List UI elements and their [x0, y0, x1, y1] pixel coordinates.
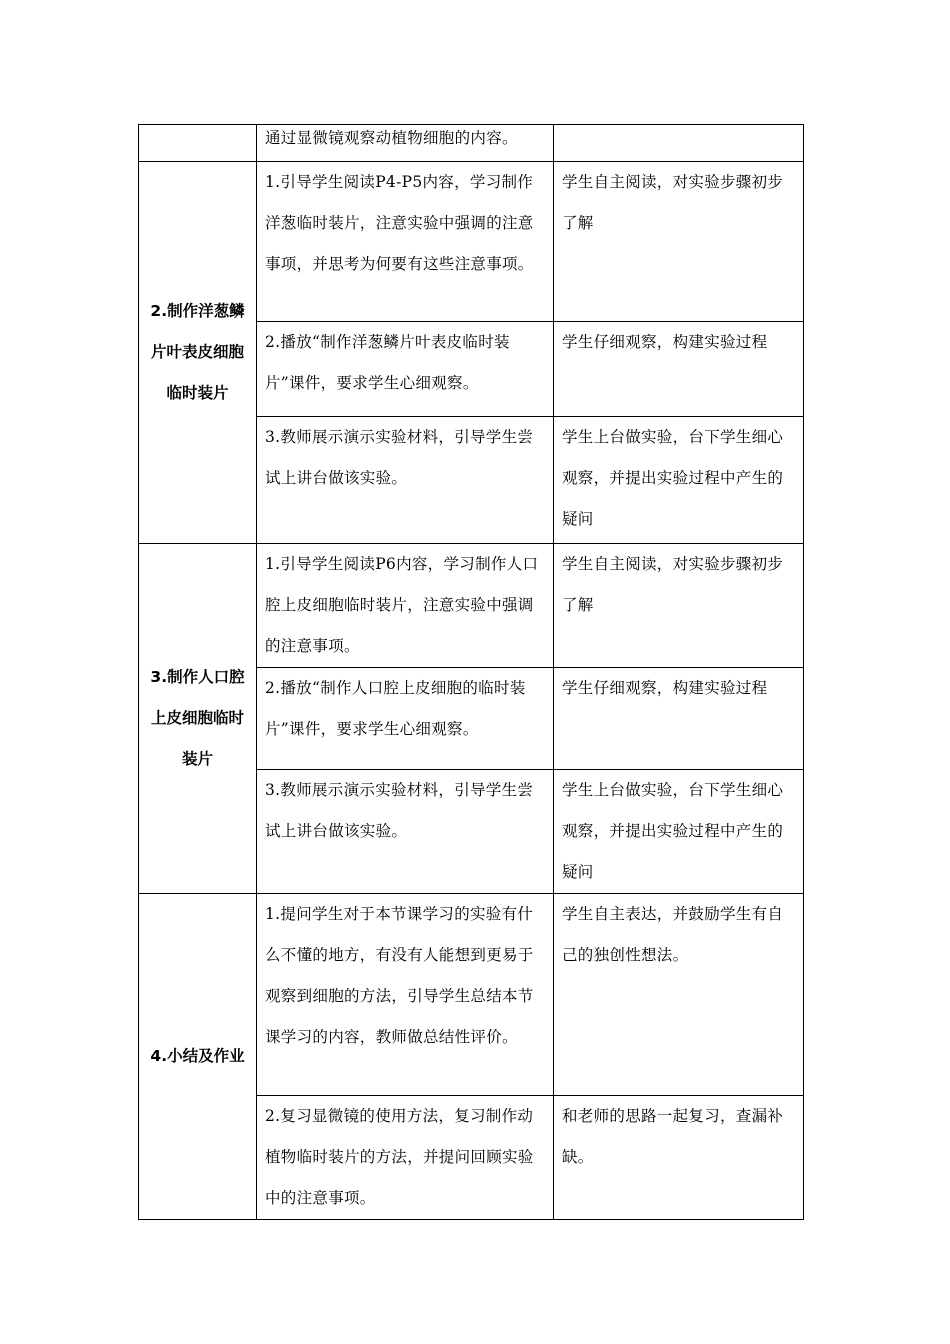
teacher-activity-text: 通过显微镜观察动植物细胞的内容。 — [265, 129, 518, 147]
teacher-activity-cell — [257, 162, 554, 322]
stage-title: 4.小结及作业 — [150, 1047, 245, 1065]
student-activity-text: 学生上台做实验，台下学生细心观察，并提出实验过程中产生的疑问 — [562, 428, 784, 528]
table-row — [139, 544, 804, 668]
teacher-activity-text: 1.引导学生阅读P4-P5内容，学习制作洋葱临时装片，注意实验中强调的注意事项，并思考为何要有这些注意事项。 — [265, 173, 534, 273]
student-activity-cell — [554, 322, 804, 417]
stage-cell — [139, 162, 257, 544]
teacher-activity-cell — [257, 322, 554, 417]
teacher-activity-cell — [257, 544, 554, 668]
teacher-activity-text: 2.播放“制作人口腔上皮细胞的临时装片”课件，要求学生心细观察。 — [265, 679, 526, 738]
student-activity-cell — [554, 544, 804, 668]
student-activity-text: 学生自主表达，并鼓励学生有自己的独创性想法。 — [562, 905, 784, 964]
stage-cell — [139, 544, 257, 894]
teacher-activity-cell — [257, 770, 554, 894]
lesson-plan-table — [138, 124, 804, 1220]
teacher-activity-cell — [257, 894, 554, 1096]
table-row — [139, 162, 804, 322]
student-activity-cell — [554, 417, 804, 544]
stage-cell — [139, 894, 257, 1220]
teacher-activity-cell — [257, 417, 554, 544]
student-activity-text: 学生仔细观察，构建实验过程 — [562, 333, 768, 351]
stage-title: 3.制作人口腔上皮细胞临时装片 — [150, 668, 245, 768]
teacher-activity-cell — [257, 668, 554, 770]
table-row — [139, 894, 804, 1096]
student-activity-text: 学生上台做实验，台下学生细心观察，并提出实验过程中产生的疑问 — [562, 781, 784, 881]
student-activity-text: 学生自主阅读，对实验步骤初步了解 — [562, 555, 784, 614]
student-activity-cell — [554, 668, 804, 770]
teacher-activity-text: 3.教师展示演示实验材料，引导学生尝试上讲台做该实验。 — [265, 781, 534, 840]
teacher-activity-text: 1.提问学生对于本节课学习的实验有什么不懂的地方，有没有人能想到更易于观察到细胞的方法，引导学生总结本节课学习的内容，教师做总结性评价。 — [265, 905, 534, 1046]
teacher-activity-cell — [257, 1096, 554, 1220]
student-activity-cell-empty — [554, 125, 804, 162]
student-activity-cell — [554, 162, 804, 322]
stage-cell-empty — [139, 125, 257, 162]
stage-title: 2.制作洋葱鳞片叶表皮细胞临时装片 — [150, 302, 245, 402]
student-activity-cell — [554, 1096, 804, 1220]
student-activity-cell — [554, 894, 804, 1096]
table-row-continuation — [139, 125, 804, 162]
student-activity-cell — [554, 770, 804, 894]
teacher-activity-cell — [257, 125, 554, 162]
teacher-activity-text: 3.教师展示演示实验材料，引导学生尝试上讲台做该实验。 — [265, 428, 534, 487]
teacher-activity-text: 1.引导学生阅读P6内容，学习制作人口腔上皮细胞临时装片，注意实验中强调的注意事项。 — [265, 555, 539, 655]
teacher-activity-text: 2.复习显微镜的使用方法，复习制作动植物临时装片的方法，并提问回顾实验中的注意事项。 — [265, 1107, 534, 1207]
teacher-activity-text: 2.播放“制作洋葱鳞片叶表皮临时装片”课件，要求学生心细观察。 — [265, 333, 510, 392]
student-activity-text: 和老师的思路一起复习，查漏补缺。 — [562, 1107, 784, 1166]
student-activity-text: 学生自主阅读，对实验步骤初步了解 — [562, 173, 784, 232]
student-activity-text: 学生仔细观察，构建实验过程 — [562, 679, 768, 697]
